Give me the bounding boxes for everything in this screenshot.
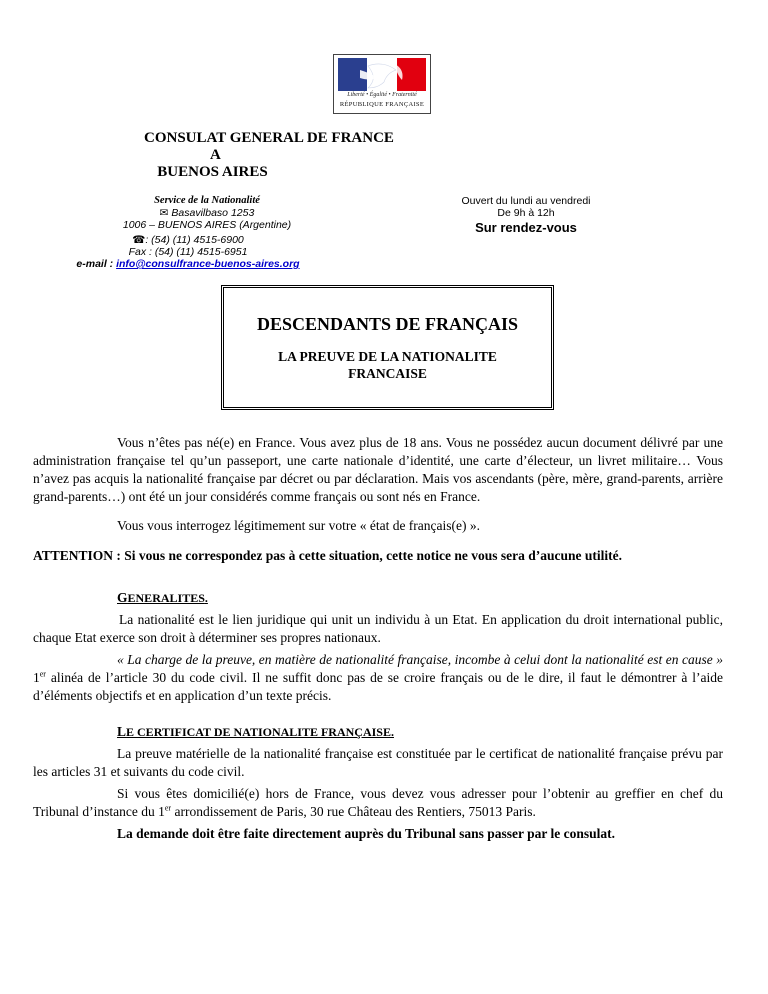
marianne-flag-icon bbox=[338, 58, 426, 91]
civil-code-quote: « La charge de la preuve, en matière de nationalité française, incombe à celui dont la nationalité est en cause » bbox=[117, 652, 723, 667]
generalites-paragraph-1: La nationalité est le lien juridique qui unit un individu à un Etat. En application du droit international public, chaque Etat exerce son droit à déterminer ses propres nationaux. bbox=[33, 612, 723, 645]
title-end: . bbox=[204, 591, 208, 605]
article-text: alinéa de l’article 30 du code civil. Il ne suffit donc pas de se croire français ou de le dire, il faut le démontrer à l’aide d’éléments objectifs et en application d’un texte précis. bbox=[33, 670, 723, 703]
email-line bbox=[75, 258, 301, 270]
email-link[interactable]: info@consulfrance-buenos-aires.org bbox=[116, 258, 300, 270]
section-title-certificat bbox=[117, 724, 394, 740]
city-line: 1006 – BUENOS AIRES (Argentine) bbox=[122, 219, 292, 231]
intro-question: Vous vous interrogez légitimement sur votre « état de français(e) ». bbox=[117, 518, 481, 533]
address-text: Basavilbaso 1253 bbox=[171, 207, 255, 219]
certificat-paragraph-3: La demande doit être faite directement auprès du Tribunal sans passer par le consulat. bbox=[117, 826, 616, 841]
hours-days: Ouvert du lundi au vendredi bbox=[461, 195, 591, 207]
ordinal-sup: er bbox=[164, 803, 172, 813]
phone-icon: ☎ bbox=[132, 234, 146, 246]
address-line bbox=[95, 207, 319, 219]
title-rest: ENERALITES bbox=[127, 591, 205, 605]
title-box bbox=[221, 285, 554, 410]
ordinal-sup: er bbox=[39, 669, 46, 679]
title-rest: E CERTIFICAT DE NATIONALITE FRANÇAISE bbox=[126, 725, 391, 739]
hours-block bbox=[446, 195, 606, 237]
certificat-text-a: Si vous êtes domicilié(e) hors de France, vous devez vous adresser pour l’obtenir au greffier en chef du Tribunal d’instance du 1 bbox=[33, 786, 723, 819]
fax-line: Fax : (54) (11) 4515-6951 bbox=[128, 246, 248, 258]
consulate-name-line2: A bbox=[210, 147, 221, 163]
appointment-text: Sur rendez-vous bbox=[475, 220, 577, 235]
section-title-generalites bbox=[117, 590, 208, 606]
consulate-name-line3: BUENOS AIRES bbox=[157, 164, 268, 180]
title-initial: G bbox=[117, 590, 128, 605]
envelope-icon: ✉ bbox=[159, 207, 169, 219]
consulate-name-line1: CONSULAT GENERAL DE FRANCE bbox=[144, 130, 394, 146]
title-initial: L bbox=[117, 724, 127, 739]
ordinal-number: 1 bbox=[33, 670, 40, 685]
subtitle-line2: FRANCAISE bbox=[348, 366, 427, 381]
certificat-paragraph-2 bbox=[33, 785, 723, 821]
hours-time: De 9h à 12h bbox=[497, 207, 555, 219]
logo-motto: Liberté • Égalité • Fraternité bbox=[347, 92, 417, 98]
contact-block bbox=[95, 195, 319, 231]
phone-block bbox=[75, 234, 301, 270]
title-end: . bbox=[390, 725, 394, 739]
phone-text: : (54) (11) 4515-6900 bbox=[145, 234, 244, 246]
document-subtitle bbox=[224, 348, 551, 382]
warning-paragraph: ATTENTION : Si vous ne correspondez pas à cette situation, cette notice ne vous sera d’aucune utilité. bbox=[33, 548, 622, 563]
certificat-text-b: arrondissement de Paris, 30 rue Château des Rentiers, 75013 Paris. bbox=[171, 804, 536, 819]
phone-line bbox=[75, 234, 301, 246]
intro-paragraph: Vous n’êtes pas né(e) en France. Vous avez plus de 18 ans. Vous ne possédez aucun document délivré par une administration française tel qu’un passeport, une carte nationale d’identité, une carte d’électeur, un livret militaire… Vous n’avez pas acquis la nationalité française par décret ou par déclaration. Mais vos ascendants (père, mère, grand-parents, arrière grand-parents…) ont été un jour considérés comme français ou sont nés en France. bbox=[33, 435, 723, 504]
subtitle-line1: LA PREUVE DE LA NATIONALITE bbox=[278, 349, 497, 364]
republique-francaise-logo bbox=[333, 54, 431, 114]
document-title: DESCENDANTS DE FRANÇAIS bbox=[256, 314, 519, 334]
logo-name: RÉPUBLIQUE FRANÇAISE bbox=[339, 101, 425, 108]
service-name: Service de la Nationalité bbox=[154, 195, 260, 206]
certificat-paragraph-1: La preuve matérielle de la nationalité française est constituée par le certificat de nationalité française prévu par les articles 31 et suivants du code civil. bbox=[33, 746, 723, 779]
generalites-paragraph-2 bbox=[33, 651, 723, 705]
email-label: e-mail : bbox=[76, 258, 114, 270]
